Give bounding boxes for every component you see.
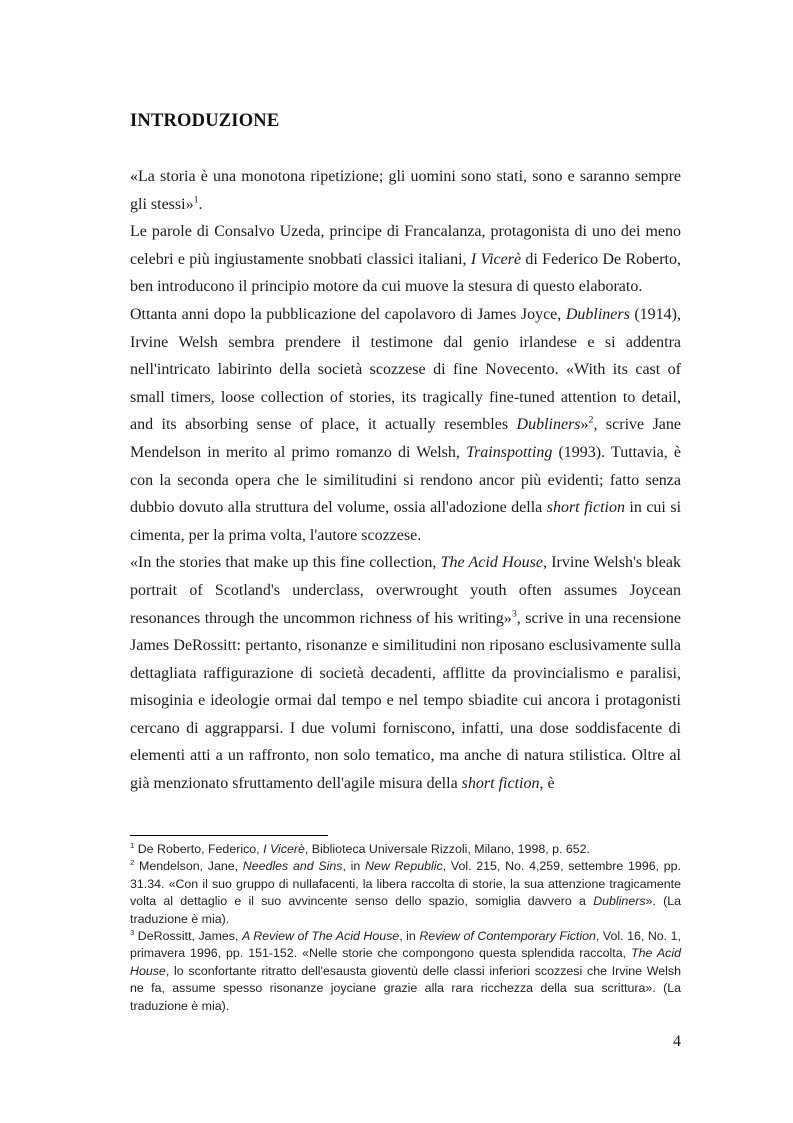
page-title: INTRODUZIONE — [130, 111, 280, 131]
footnote-ref: 2 — [130, 858, 135, 868]
text-run: DeRossitt, James, — [134, 929, 242, 944]
footnote-ref: 2 — [588, 415, 594, 427]
text-run: , scrive Jane Mendelson in merito al primo romanzo di Welsh, — [130, 416, 681, 461]
italic-run: Review of Contemporary Fiction — [419, 929, 596, 944]
italic-run: Dubliners — [593, 894, 646, 909]
body-paragraph — [130, 218, 681, 301]
footnotes-section — [130, 835, 681, 1015]
footnote — [130, 841, 681, 858]
italic-run: Dubliners — [516, 416, 581, 434]
text-run: in cui si cimenta, per la prima volta, l'autore scozzese. — [130, 499, 682, 544]
footnote — [130, 858, 681, 928]
italic-run: The Acid House — [130, 946, 681, 978]
italic-run: short fiction — [546, 499, 625, 517]
italic-run: The Acid House — [440, 554, 543, 572]
text-run: , Vol. 215, No. 4,259, settembre 1996, pp. 31.34. «Con il suo gruppo di nullafacenti, la libera raccolta di storie, la sua attenzione tragicamente volta al dettaglio e il suo avvincente senso dello spazio, somiglia davvero a — [130, 859, 681, 909]
text-run: «La storia è una monotona ripetizione; gli uomini sono stati, sono e saranno sempre gli stessi» — [130, 168, 681, 213]
italic-run: I Vicerè — [470, 250, 522, 268]
text-run: di Federico De Roberto, ben introducono il principio motore da cui muove la stesura di questo elaborato. — [130, 250, 682, 296]
body-paragraph — [130, 549, 681, 797]
text-run: Mendelson, Jane, — [134, 859, 243, 874]
body-text — [130, 163, 681, 798]
text-run: , in — [342, 859, 365, 874]
text-run: (1914), Irvine Welsh sembra prendere il testimone dal genio irlandese e si addentra nell'intricato labirinto della società scozzese di fine Novecento. «With its cast of small timers, loose collection of stories, its tragically fine-tuned attention to detail, and its absorbing sense of place, it actually resembles — [130, 305, 682, 434]
body-paragraph — [130, 301, 681, 549]
body-paragraph — [130, 163, 681, 218]
footnote-ref: 1 — [130, 840, 135, 850]
text-run: , Vol. 16, No. 1, primavera 1996, pp. 151-152. «Nelle storie che compongono questa splendida raccolta, — [130, 929, 681, 961]
text-run: «In the stories that make up this fine collection, — [130, 554, 441, 572]
italic-run: Dubliners — [565, 305, 630, 323]
text-run: ». (La traduzione è mia). — [130, 894, 682, 926]
text-run: De Roberto, Federico, — [134, 842, 264, 856]
footnote-ref: 3 — [511, 608, 517, 620]
page-number: 4 — [673, 1033, 681, 1050]
text-run: » — [580, 416, 589, 434]
text-run: , scrive in una recensione James DeRossitt: pertanto, risonanze e similitudini non riposano esclusivamente sulla dettagliata raffigurazione di società decadenti, afflitte da provincialismo e paralisi, misoginia e ideologie ormai dal tempo e nel tempo sbiadite cui ancora i protagonisti cercano di aggrapparsi. I due volumi forniscono, infatti, una dose soddisfacente di elementi atti a un raffronto, non solo tematico, ma anche di natura stilistica. Oltre al già menzionato sfruttamento dell'agile misura della — [130, 609, 682, 793]
italic-run: Needles and Sins — [242, 859, 343, 874]
text-run: , Biblioteca Universale Rizzoli, Milano, 1998, p. 652. — [304, 842, 591, 856]
italic-run: I Vicerè — [263, 842, 305, 856]
text-run: . — [198, 195, 203, 213]
footnote-ref: 3 — [130, 927, 135, 937]
text-run: Le parole di Consalvo Uzeda, principe di Francalanza, protagonista di uno dei meno celebri e più ingiustamente snobbati classici italiani, — [130, 223, 681, 268]
footnote-separator — [130, 835, 328, 836]
text-run: , in — [399, 929, 420, 944]
text-run: , è — [539, 775, 555, 793]
text-run: Ottanta anni dopo la pubblicazione del capolavoro di James Joyce, — [130, 305, 566, 323]
text-run: , lo sconfortante ritratto dell'esausta gioventù delle classi inferiori scozzesi che Irvine Welsh ne fa, assume spesso risonanze joyciane grazie alla rara ricchezza della sua scrittura». (La traduzione è mia). — [130, 963, 681, 1013]
text-run: (1993). Tuttavia, è con la seconda opera che le similitudini si rendono ancor più evidenti; fatto senza dubbio dovuto alla struttura del volume, ossia all'adozione della — [130, 443, 681, 517]
italic-run: Trainspotting — [466, 443, 553, 461]
footnote-list — [130, 841, 681, 1015]
italic-run: short fiction — [461, 775, 540, 793]
italic-run: A Review of The Acid House — [241, 929, 400, 944]
text-run: , Irvine Welsh's bleak portrait of Scotland's underclass, overwrought youth often assumes Joycean resonances through the uncommon richness of his writing» — [130, 554, 681, 627]
footnote — [130, 928, 681, 1015]
italic-run: New Republic — [364, 859, 443, 874]
footnote-ref: 1 — [193, 194, 199, 206]
